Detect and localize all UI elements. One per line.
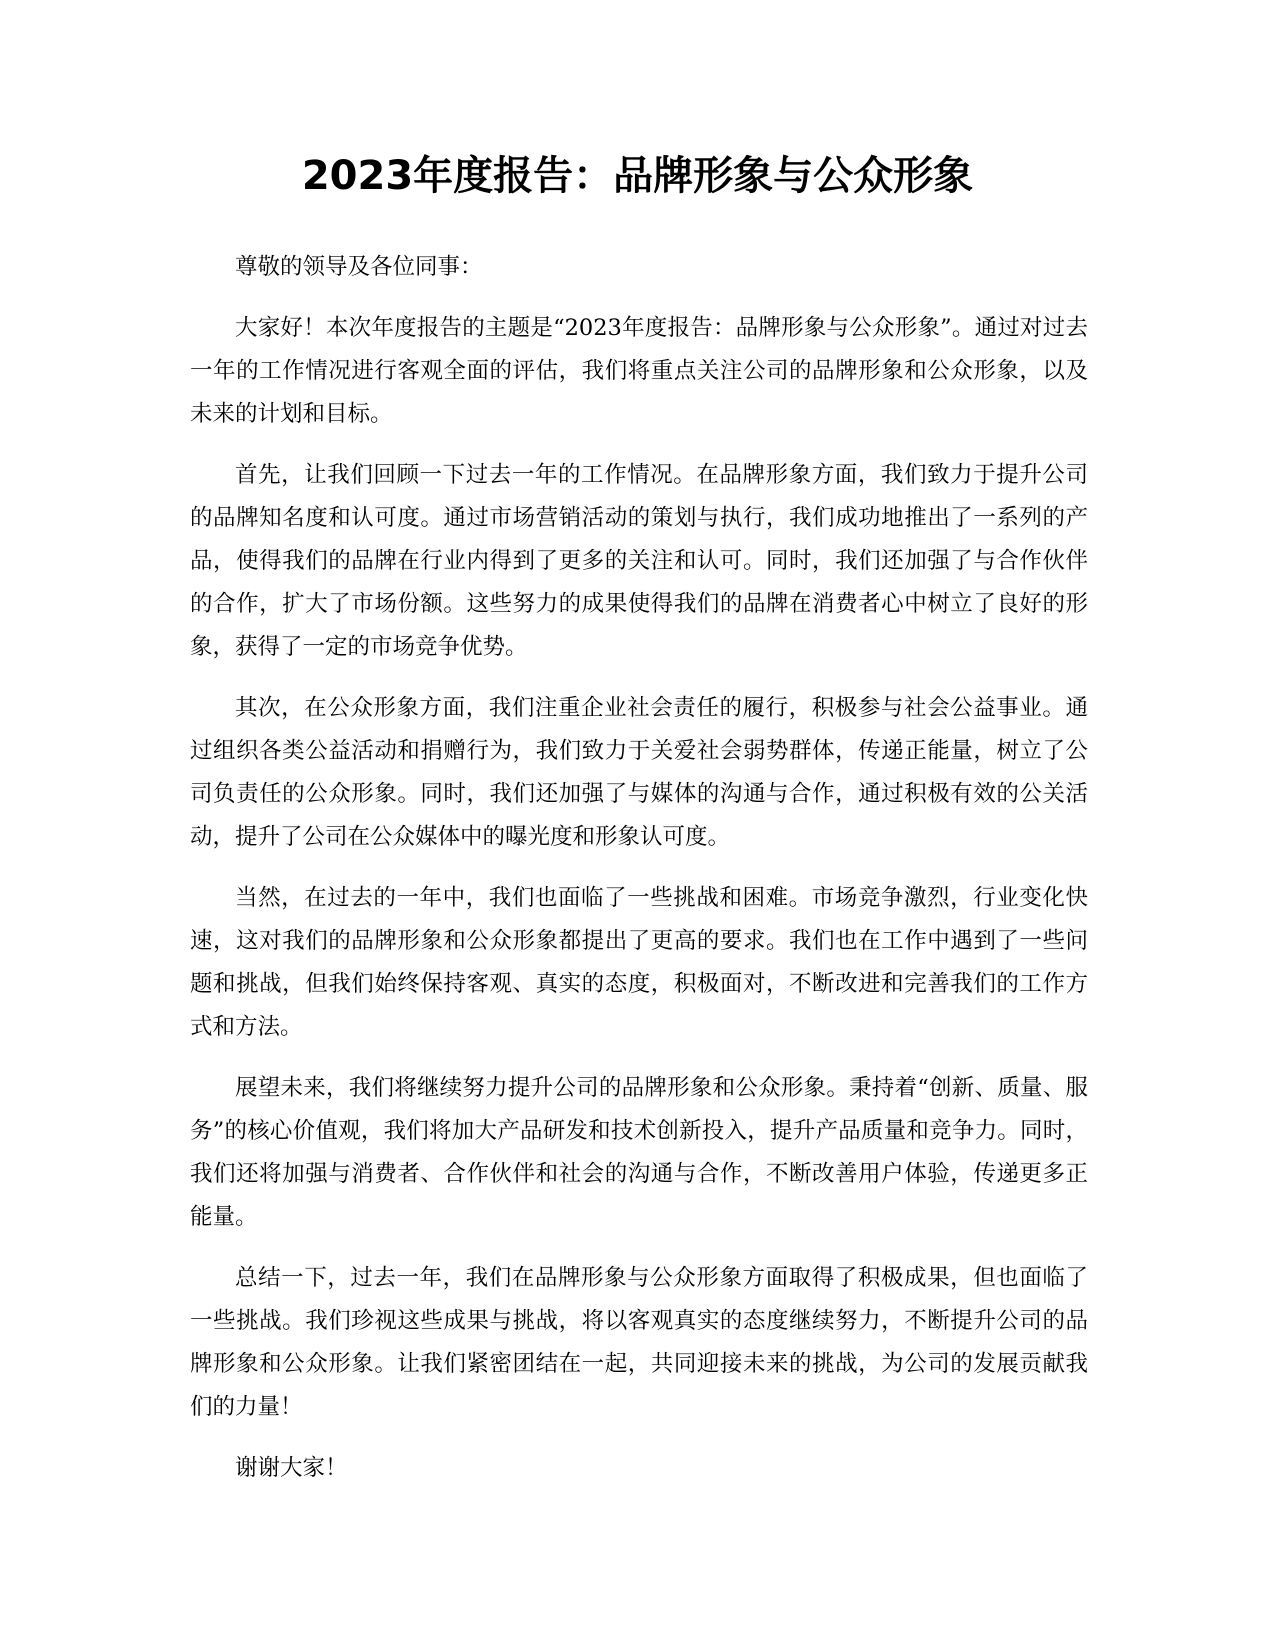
paragraph-brand-review: 首先，让我们回顾一下过去一年的工作情况。在品牌形象方面，我们致力于提升公司的品牌知名度和认可度。通过市场营销活动的策划与执行，我们成功地推出了一系列的产品，使得我们的品牌在行业内得到了更多的关注和认可。同时，我们还加强了与合作伙伴的合作，扩大了市场份额。这些努力的成果使得我们的品牌在消费者心中树立了良好的形象，获得了一定的市场竞争优势。 (190, 462, 1088, 660)
document-body (190, 246, 1088, 1508)
paragraph-outlook: 展望未来，我们将继续努力提升公司的品牌形象和公众形象。秉持着“创新、质量、服务”的核心价值观，我们将加大产品研发和技术创新投入，提升产品质量和竞争力。同时，我们还将加强与消费者、合作伙伴和社会的沟通与合作，不断改善用户体验，传递更多正能量。 (190, 1075, 1088, 1230)
paragraph-closing: 谢谢大家！ (235, 1455, 348, 1481)
paragraph-intro: 大家好！本次年度报告的主题是“2023年度报告：品牌形象与公众形象”。通过对过去一年的工作情况进行客观全面的评估，我们将重点关注公司的品牌形象和公众形象，以及未来的计划和目标。 (190, 315, 1088, 427)
paragraph-public-image: 其次，在公众形象方面，我们注重企业社会责任的履行，积极参与社会公益事业。通过组织各类公益活动和捐赠行为，我们致力于关爱社会弱势群体，传递正能量，树立了公司负责任的公众形象。同时，我们还加强了与媒体的沟通与合作，通过积极有效的公关活动，提升了公司在公众媒体中的曝光度和形象认可度。 (190, 695, 1088, 850)
salutation: 尊敬的领导及各位同事： (235, 254, 483, 280)
paragraph-summary: 总结一下，过去一年，我们在品牌形象与公众形象方面取得了积极成果，但也面临了一些挑战。我们珍视这些成果与挑战，将以客观真实的态度继续努力，不断提升公司的品牌形象和公众形象。让我们紧密团结在一起，共同迎接未来的挑战，为公司的发展贡献我们的力量！ (190, 1265, 1088, 1420)
document-title: 2023年度报告：品牌形象与公众形象 (301, 153, 974, 199)
paragraph-challenges: 当然，在过去的一年中，我们也面临了一些挑战和困难。市场竞争激烈，行业变化快速，这对我们的品牌形象和公众形象都提出了更高的要求。我们也在工作中遇到了一些问题和挑战，但我们始终保持客观、真实的态度，积极面对，不断改进和完善我们的工作方式和方法。 (190, 885, 1088, 1040)
